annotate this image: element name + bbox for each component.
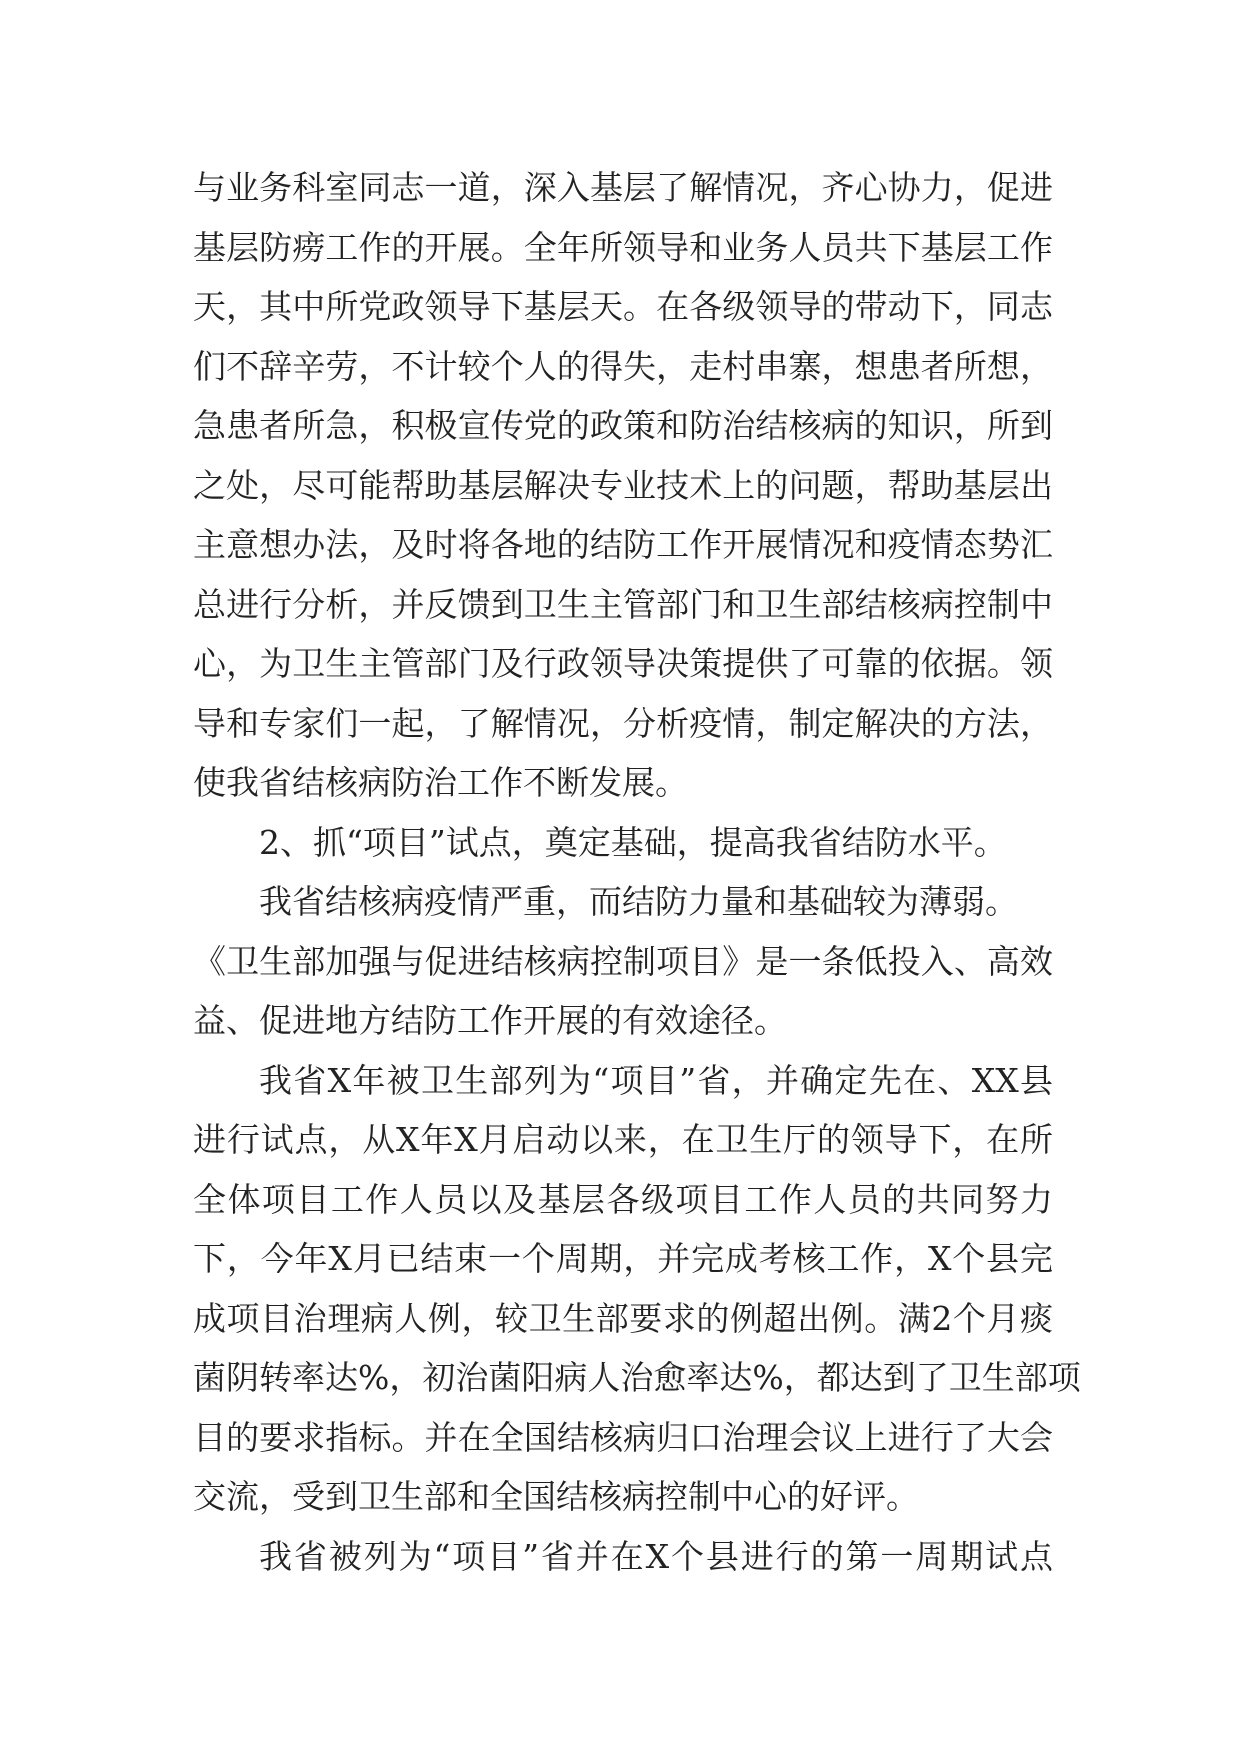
text-line: 交流，受到卫生部和全国结核病控制中心的好评。 <box>193 1477 919 1516</box>
text-line: 导和专家们一起，了解情况，分析疫情，制定解决的方法， <box>193 703 1053 743</box>
text-line: 使我省结核病防治工作不断发展。 <box>193 763 688 802</box>
text-line: 主意想办法，及时将各地的结防工作开展情况和疫情态势汇 <box>193 525 1053 564</box>
text-line: 基层防痨工作的开展。全年所领导和业务人员共下基层工作 <box>193 227 1053 267</box>
text-line: 《卫生部加强与促进结核病控制项目》是一条低投入、高效 <box>193 941 1053 981</box>
text-line: 下，今年X月已结束一个周期，并完成考核工作，X个县完 <box>193 1239 1053 1278</box>
text-line: 我省被列为“项目”省并在X个县进行的第一周期试点 <box>259 1536 1053 1576</box>
text-line: 急患者所急，积极宣传党的政策和防治结核病的知识，所到 <box>193 406 1053 445</box>
text-line: 全体项目工作人员以及基层各级项目工作人员的共同努力 <box>193 1179 1053 1219</box>
text-line: 菌阴转率达%，初治菌阳病人治愈率达%，都达到了卫生部项 <box>193 1358 1081 1397</box>
text-line: 我省X年被卫生部列为“项目”省，并确定先在、XX县 <box>259 1060 1053 1100</box>
document-body <box>193 158 1081 1586</box>
text-line: 益、促进地方结防工作开展的有效途径。 <box>193 1001 787 1040</box>
section-heading: 2、抓“项目”试点，奠定基础，提高我省结防水平。 <box>259 822 1007 862</box>
text-line: 我省结核病疫情严重，而结防力量和基础较为薄弱。 <box>259 882 1018 921</box>
text-line: 目的要求指标。并在全国结核病归口治理会议上进行了大会 <box>193 1417 1053 1457</box>
text-line: 总进行分析，并反馈到卫生主管部门和卫生部结核病控制中 <box>193 584 1053 624</box>
text-line: 们不辞辛劳，不计较个人的得失，走村串寨，想患者所想， <box>193 346 1053 386</box>
text-line: 进行试点，从X年X月启动以来，在卫生厅的领导下，在所 <box>193 1120 1053 1159</box>
text-line: 之处，尽可能帮助基层解决专业技术上的问题，帮助基层出 <box>193 465 1053 505</box>
text-line: 天，其中所党政领导下基层天。在各级领导的带动下，同志 <box>193 287 1053 326</box>
text-line: 成项目治理病人例，较卫生部要求的例超出例。满2个月痰 <box>193 1298 1053 1338</box>
text-line: 与业务科室同志一道，深入基层了解情况，齐心协力，促进 <box>193 168 1053 207</box>
text-line: 心，为卫生主管部门及行政领导决策提供了可靠的依据。领 <box>193 644 1053 683</box>
